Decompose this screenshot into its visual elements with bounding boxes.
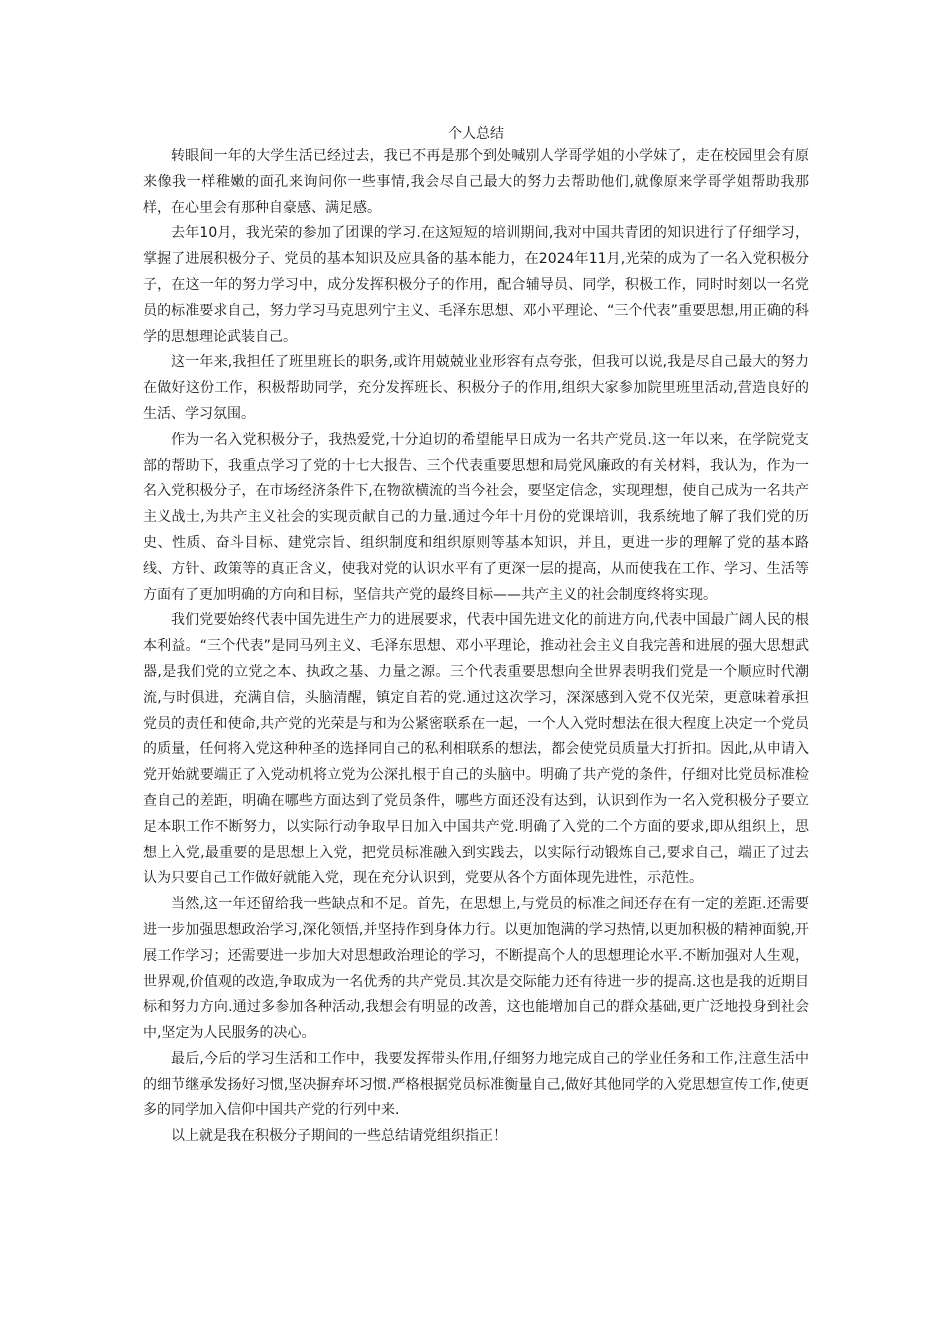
paragraph-3: 这一年来,我担任了班里班长的职务,或许用兢兢业业形容有点夸张，但我可以说,我是尽自己最大的努力在做好这份工作，积极帮助同学，充分发挥班长、积极分子的作用,组织大家参加院里班里活动,营造良好的生活、学习氛围。 — [143, 354, 809, 422]
paragraph-8: 以上就是我在积极分子期间的一些总结请党组织指正！ — [171, 1128, 507, 1145]
paragraph-4: 作为一名入党积极分子，我热爱党,十分迫切的希望能早日成为一名共产党员.这一年以来，在学院党支部的帮助下，我重点学习了党的十七大报告、三个代表重要思想和局党风廉政的有关材料，我认为，作为一名入党积极分子，在市场经济条件下,在物欲横流的当今社会，要坚定信念，实现理想，使自己成为一名共产主义战士,为共产主义社会的实现贡献自己的力量.通过今年十月份的党课培训，我系统地了解了我们党的历史、性质、奋斗目标、建党宗旨、组织制度和组织原则等基本知识，并且，更进一步的理解了党的基本路线、方针、政策等的真正含义，使我对党的认识水平有了更深一层的提高，从而使我在工作、学习、生活等方面有了更加明确的方向和目标，坚信共产党的最终目标——共产主义的社会制度终将实现。 — [143, 431, 809, 603]
paragraph-1: 转眼间一年的大学生活已经过去，我已不再是那个到处喊别人学哥学姐的小学妹了，走在校园里会有原来像我一样稚嫩的面孔来询问你一些事情,我会尽自己最大的努力去帮助他们,就像原来学哥学姐帮助我那样，在心里会有那种自豪感、满足感。 — [143, 148, 809, 216]
paragraph-5: 我们党要始终代表中国先进生产力的进展要求，代表中国先进文化的前进方向,代表中国最广阔人民的根本利益。“三个代表”是同马列主义、毛泽东思想、邓小平理论，推动社会主义自我完善和进展的强大思想武器,是我们党的立党之本、执政之基、力量之源。三个代表重要思想向全世界表明我们党是一个顺应时代潮流,与时俱进，充满自信，头脑清醒，镇定自若的党.通过这次学习，深深感到入党不仅光荣，更意味着承担党员的责任和使命,共产党的光荣是与和为公紧密联系在一起，一个人入党时想法在很大程度上决定一个党员的质量，任何将入党这种种圣的选择同自己的私利相联系的想法，都会使党员质量大打折扣。因此,从申请入党开始就要端正了入党动机将立党为公深扎根于自己的头脑中。明确了共产党的条件，仔细对比党员标准检查自己的差距，明确在哪些方面达到了党员条件，哪些方面还没有达到，认识到作为一名入党积极分子要立足本职工作不断努力，以实际行动争取早日加入中国共产党.明确了入党的二个方面的要求,即从组织上，思想上入党,最重要的是思想上入党，把党员标准融入到实践去，以实际行动锻炼自己,要求自己，端正了过去认为只要自己工作做好就能入党，现在充分认识到，党要从各个方面体现先进性，示范性。 — [143, 612, 809, 887]
paragraph-7: 最后,今后的学习生活和工作中，我要发挥带头作用,仔细努力地完成自己的学业任务和工作,注意生活中的细节继承发扬好习惯,坚决摒弃坏习惯.严格根据党员标准衡量自己,做好其他同学的入党思想宣传工作,使更多的同学加入信仰中国共产党的行列中来. — [143, 1050, 809, 1119]
paragraph-2: 去年10月，我光荣的参加了团课的学习.在这短短的培训期间,我对中国共青团的知识进行了仔细学习，掌握了进展积极分子、党员的基本知识及应具备的基本能力，在2024年11月,光荣的成为了一名入党积极分子，在这一年的努力学习中，成分发挥积极分子的作用，配合辅导员、同学，积极工作，同时时刻以一名党员的标准要求自己，努力学习马克思列宁主义、毛泽东思想、邓小平理论、“三个代表”重要思想,用正确的科学的思想理论武装自己。 — [143, 225, 809, 345]
document-page — [143, 124, 809, 1150]
document-title: 个人总结 — [448, 126, 504, 142]
paragraph-6: 当然,这一年还留给我一些缺点和不足。首先，在思想上,与党员的标准之间还存在有一定的差距.还需要进一步加强思想政治学习,深化领悟,并坚持作到身体力行。以更加饱满的学习热情,以更加积极的精神面貌,开展工作学习；还需要进一步加大对思想政治理论的学习，不断提高个人的思想理论水平.不断加强对人生观，世界观,价值观的改造,争取成为一名优秀的共产党员.其次是交际能力还有待进一步的提高.这也是我的近期目标和努力方向.通过多参加各种活动,我想会有明显的改善，这也能增加自己的群众基础,更广泛地投身到社会中,坚定为人民服务的决心。 — [143, 896, 809, 1042]
